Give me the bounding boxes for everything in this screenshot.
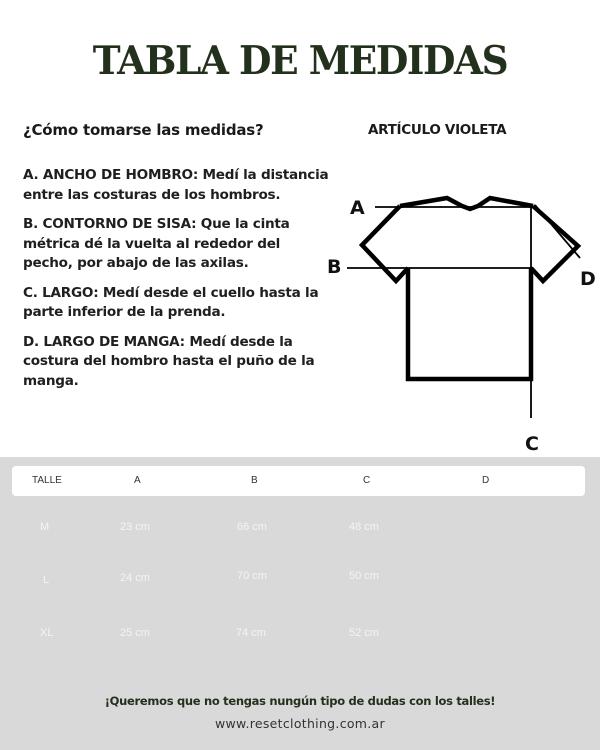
header-talle: TALLE [32,475,62,486]
instruction-chest-contour: B. CONTORNO DE SISA: Que la cinta métrica dé la vuelta al rededor del pecho, por abajo de las axilas. [23,216,290,271]
instruction-length: C. LARGO: Medí desde el cuello hasta la parte inferior de la prenda. [23,284,319,320]
cell-a: 24 cm [120,572,150,584]
page-title: TABLA DE MEDIDAS [92,38,508,84]
cell-b: 70 cm [237,570,267,582]
label-a: A [350,197,365,219]
cell-b: 74 cm [236,627,266,639]
cell-c: 50 cm [349,570,379,582]
cell-c: 52 cm [349,627,379,639]
cell-c: 48 cm [349,521,379,533]
label-b: B [327,256,342,278]
header-a: A [134,475,141,486]
header-d: D [482,475,490,486]
article-heading: ARTÍCULO VIOLETA [368,122,507,138]
howto-heading: ¿Cómo tomarse las medidas? [23,121,264,139]
footer-website-link[interactable]: www.resetclothing.com.ar [215,716,385,731]
cell-a: 25 cm [120,627,150,639]
footer-message: ¡Queremos que no tengas nungún tipo de dudas con los talles! [104,694,496,708]
cell-talle: M [40,521,50,533]
cell-talle: L [43,574,50,586]
instruction-sleeve-length: D. LARGO DE MANGA: Medí desde la costura del hombro hasta el puño de la manga. [23,333,315,389]
label-c: C [525,433,539,455]
instruction-shoulder-width: A. ANCHO DE HOMBRO: Medí la distancia entre las costuras de los hombros. [23,167,329,203]
label-d: D [580,268,596,290]
header-b: B [251,475,258,486]
instructions-list [23,166,333,401]
cell-a: 23 cm [120,521,150,533]
size-table-header [12,466,585,496]
header-c: C [363,475,371,486]
cell-talle: XL [40,627,54,639]
cell-b: 66 cm [237,521,267,533]
